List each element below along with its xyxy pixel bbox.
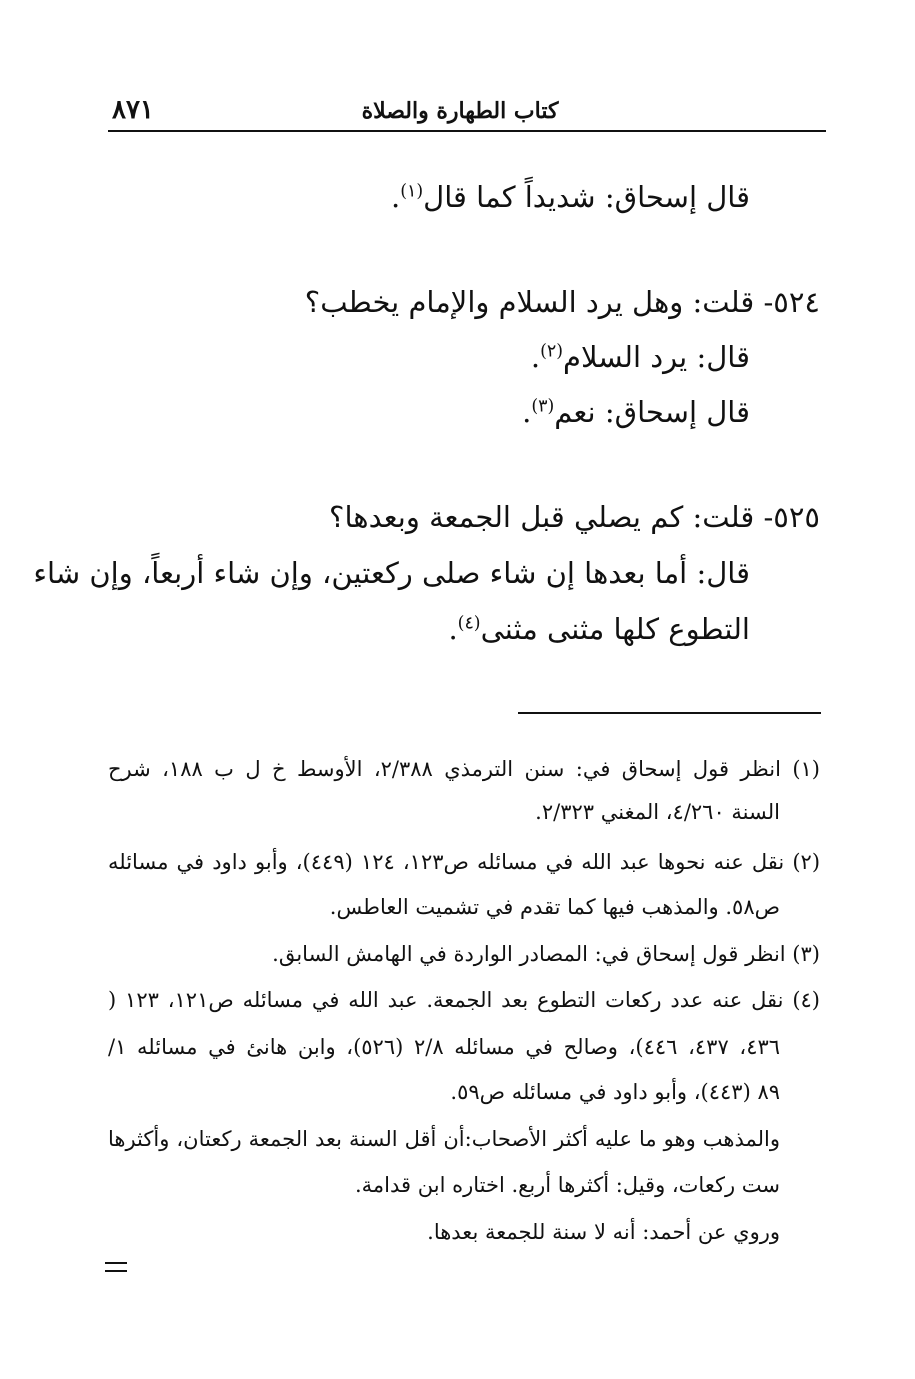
answer-525-2: التطوع كلها مثنى مثنى$^{(٤)}$.	[448, 612, 750, 646]
answer-525-1: قال: أما بعدها إن شاء صلى ركعتين، وإن شاء أربعاً، وإن شاء	[33, 556, 750, 590]
footnote-4-line-6: وروي عن أحمد: أنه لا سنة للجمعة بعدها.	[427, 1220, 780, 1244]
footnote-2-line-1: (٢) نقل عنه نحوها عبد الله في مسائله ص١٢٣، ١٢٤ (٤٤٩)، وأبو داود في مسائله	[108, 850, 821, 874]
footnote-ref: (٤)	[457, 613, 481, 634]
footnote-ref: (٣)	[531, 396, 555, 417]
footnote-1-line-1: (١) انظر قول إسحاق في: سنن الترمذي ٢/٣٨٨، الأوسط خ ل ب ١٨٨، شرح	[108, 757, 820, 781]
footnote-4-line-3: ٨٩ (٤٤٣)، وأبو داود في مسائله ص٥٩.	[450, 1080, 780, 1104]
footnote-4-line-5: ست ركعات، وقيل: أكثرها أربع. اختاره ابن قدامة.	[355, 1173, 780, 1197]
answer-524-1: قال: يرد السلام$^{(٢)}$.	[530, 340, 750, 374]
footnote-1-line-2: السنة ٤/٢٦٠، المغني ٢/٣٢٣.	[535, 800, 780, 824]
footnote-4-line-4: والمذهب وهو ما عليه أكثر الأصحاب:أن أقل السنة بعد الجمعة ركعتان، وأكثرها	[108, 1127, 780, 1151]
question-525: ٥٢٥- قلت: كم يصلي قبل الجمعة وبعدها؟	[329, 500, 820, 534]
running-header-title: كتاب الطهارة والصلاة	[361, 98, 559, 124]
footnote-ref: (١)	[400, 181, 424, 202]
statement-ishaq: قال إسحاق: شديداً كما قال$^{(١)}$.	[390, 180, 750, 214]
footnote-4-line-1: (٤) نقل عنه عدد ركعات التطوع بعد الجمعة. عبد الله في مسائله ص١٢١، ١٢٣ (	[108, 988, 820, 1012]
footnote-2-line-2: ص٥٨. والمذهب فيها كما تقدم في تشميت العاطس.	[329, 895, 780, 919]
answer-524-2: قال إسحاق: نعم$^{(٣)}$.	[522, 395, 750, 429]
continuation-mark	[105, 1262, 127, 1278]
footnote-ref: (٢)	[540, 341, 563, 362]
footnote-3: (٣) انظر قول إسحاق في: المصادر الواردة في الهامش السابق.	[272, 942, 820, 966]
footnote-4-line-2: ٤٣٦، ٤٣٧، ٤٤٦)، وصالح في مسائله ٢/٨ (٥٢٦)، وابن هانئ في مسائله ١/	[108, 1035, 781, 1059]
header-rule	[108, 130, 826, 132]
question-524: ٥٢٤- قلت: وهل يرد السلام والإمام يخطب؟	[304, 285, 820, 319]
page-number: ٨٧١	[112, 95, 154, 125]
footnote-separator	[518, 712, 821, 714]
